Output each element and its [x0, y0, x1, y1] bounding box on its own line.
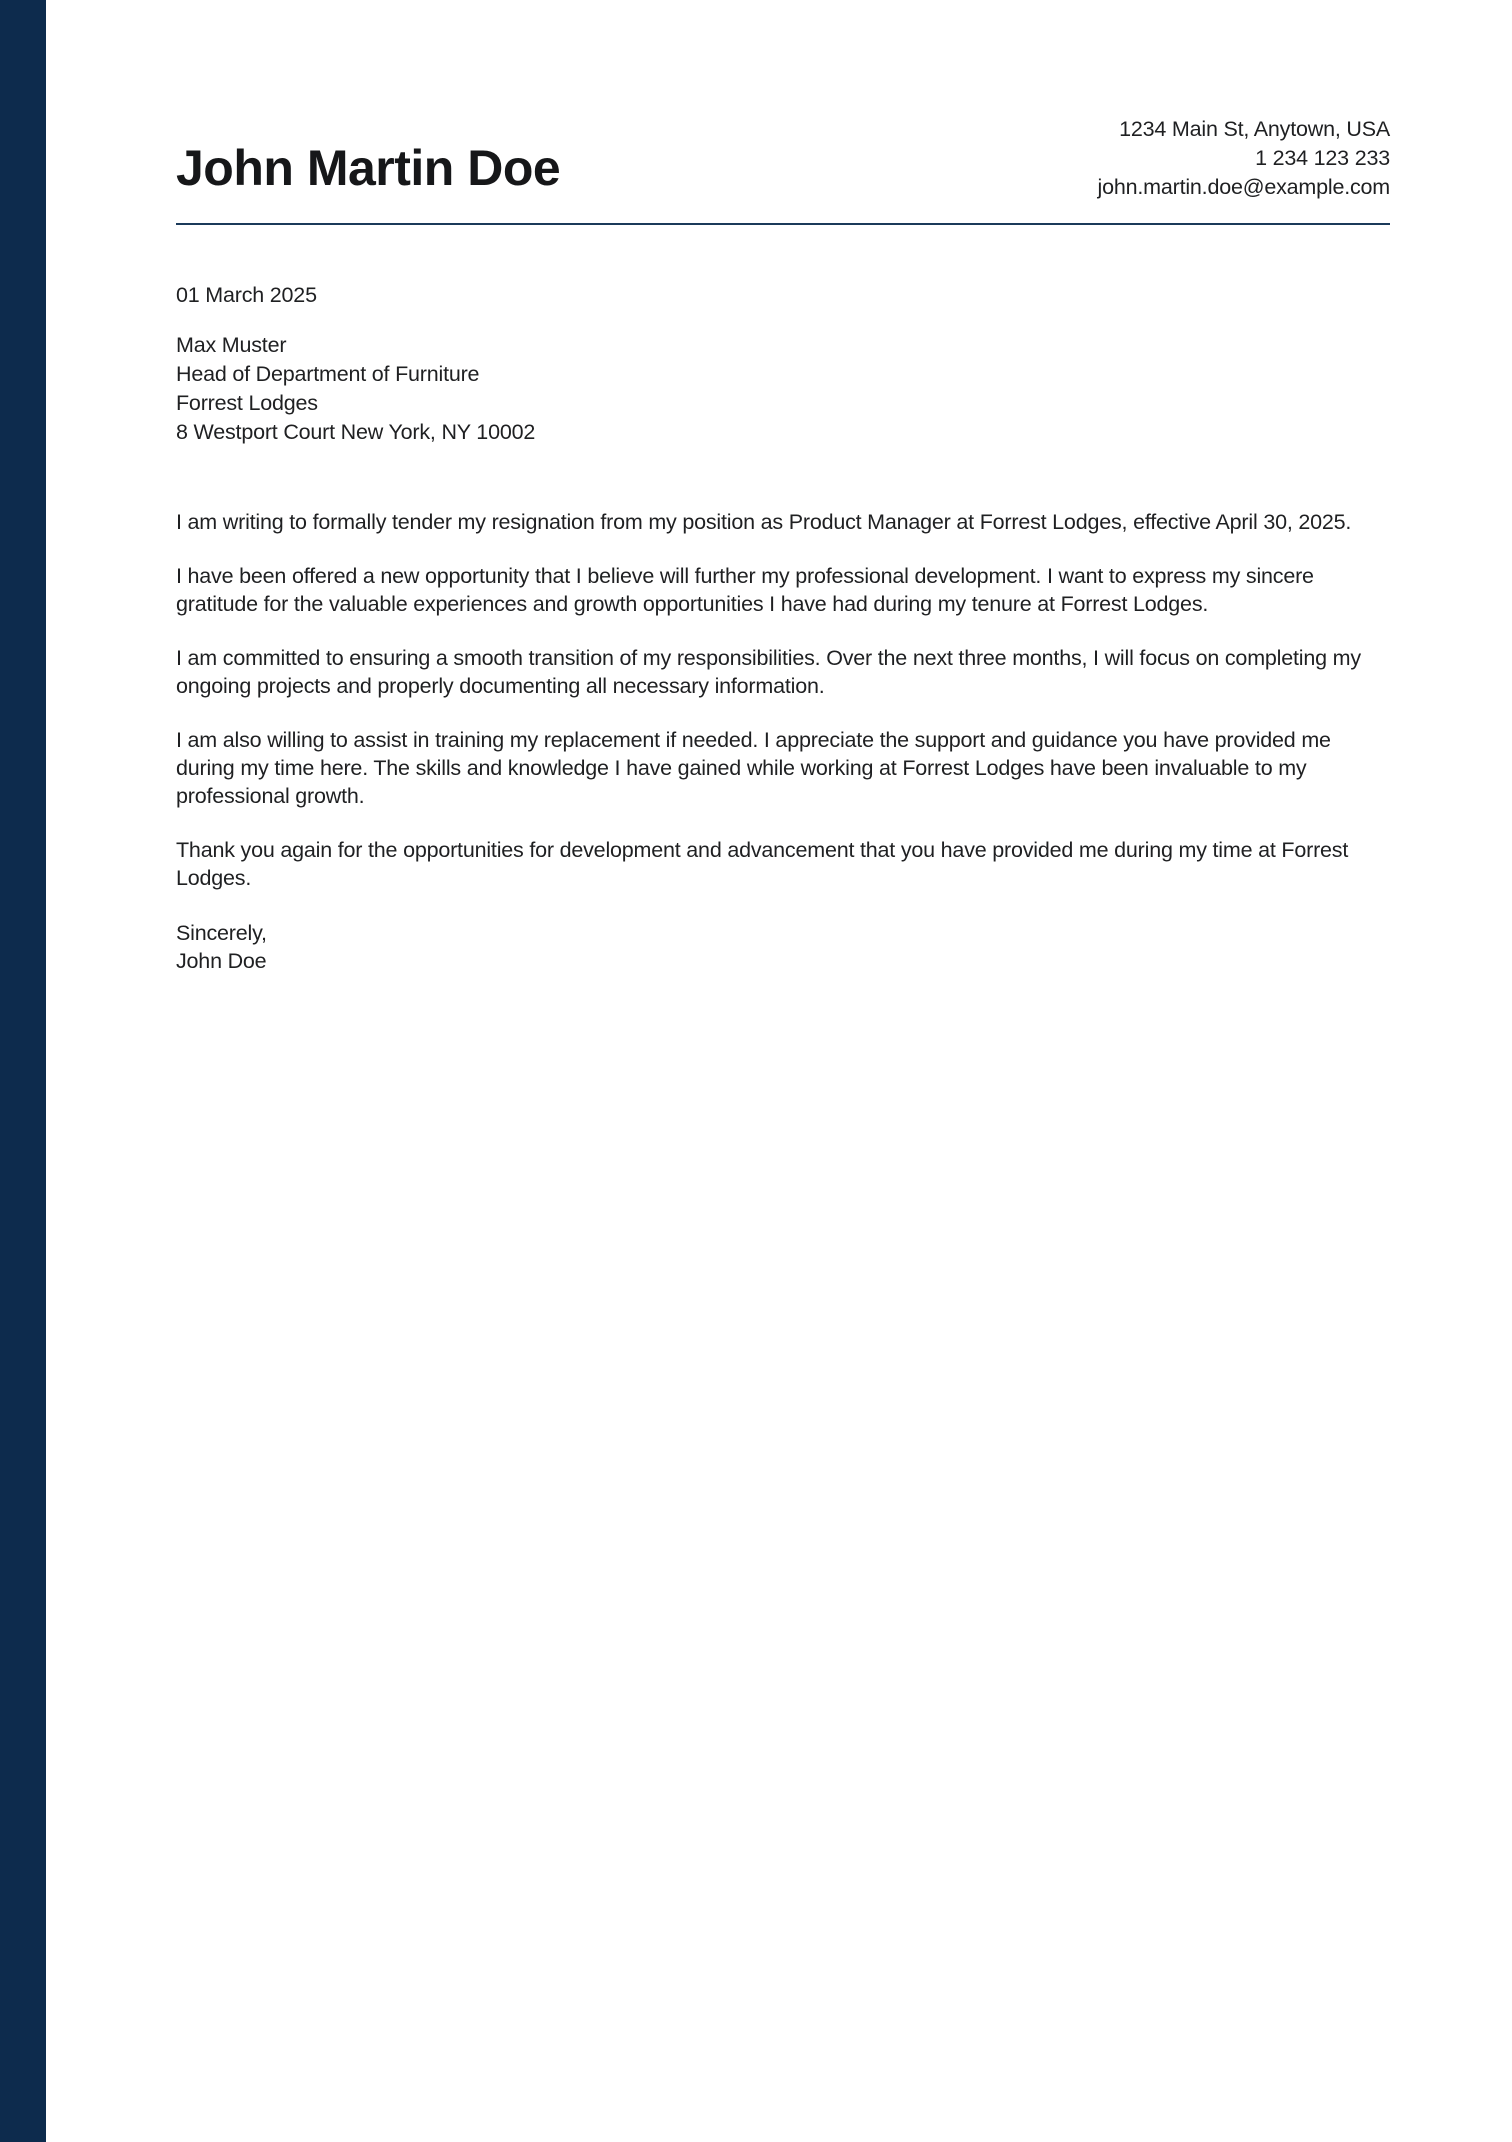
letter-paragraph: I am also willing to assist in training my replacement if needed. I appreciate the support and guidance you have provided me during my time here. The skills and knowledge I have gained while working at Forrest Lodges have been invaluable to my professional growth.: [176, 728, 1331, 808]
contact-email: john.martin.doe@example.com: [1097, 175, 1390, 199]
contact-block: [1098, 115, 1390, 202]
recipient-name: Max Muster: [176, 333, 287, 357]
letter-header: [176, 0, 1390, 202]
letter-paragraph: I am writing to formally tender my resignation from my position as Product Manager at Forrest Lodges, effective April 30, 2025.: [176, 510, 1352, 534]
recipient-company: Forrest Lodges: [176, 391, 318, 415]
closing-block: [176, 919, 1390, 975]
letter-paragraph: I have been offered a new opportunity that I believe will further my professional development. I want to express my sincere gratitude for the valuable experiences and growth opportunities I have had during my tenure at Forrest Lodges.: [176, 564, 1314, 616]
signature-name: John Doe: [176, 949, 267, 973]
letter-content: [176, 0, 1390, 975]
letter-date: 01 March 2025: [176, 283, 317, 307]
recipient-address: 8 Westport Court New York, NY 10002: [176, 420, 536, 444]
contact-phone: 1 234 123 233: [1255, 146, 1390, 170]
letter-paragraph: I am committed to ensuring a smooth transition of my responsibilities. Over the next three months, I will focus on completing my ongoing projects and properly documenting all necessary information.: [176, 646, 1361, 698]
contact-address: 1234 Main St, Anytown, USA: [1119, 117, 1390, 141]
closing-salutation: Sincerely,: [176, 921, 267, 945]
recipient-block: [176, 331, 1390, 447]
recipient-title: Head of Department of Furniture: [176, 362, 480, 386]
letter-body: [176, 281, 1390, 975]
header-divider: [176, 223, 1390, 225]
left-accent-bar: [0, 0, 46, 2142]
letter-paragraphs: [176, 508, 1390, 892]
letter-paragraph: Thank you again for the opportunities for development and advancement that you have provided me during my time at Forrest Lodges.: [176, 838, 1349, 890]
applicant-name: John Martin Doe: [176, 140, 561, 196]
